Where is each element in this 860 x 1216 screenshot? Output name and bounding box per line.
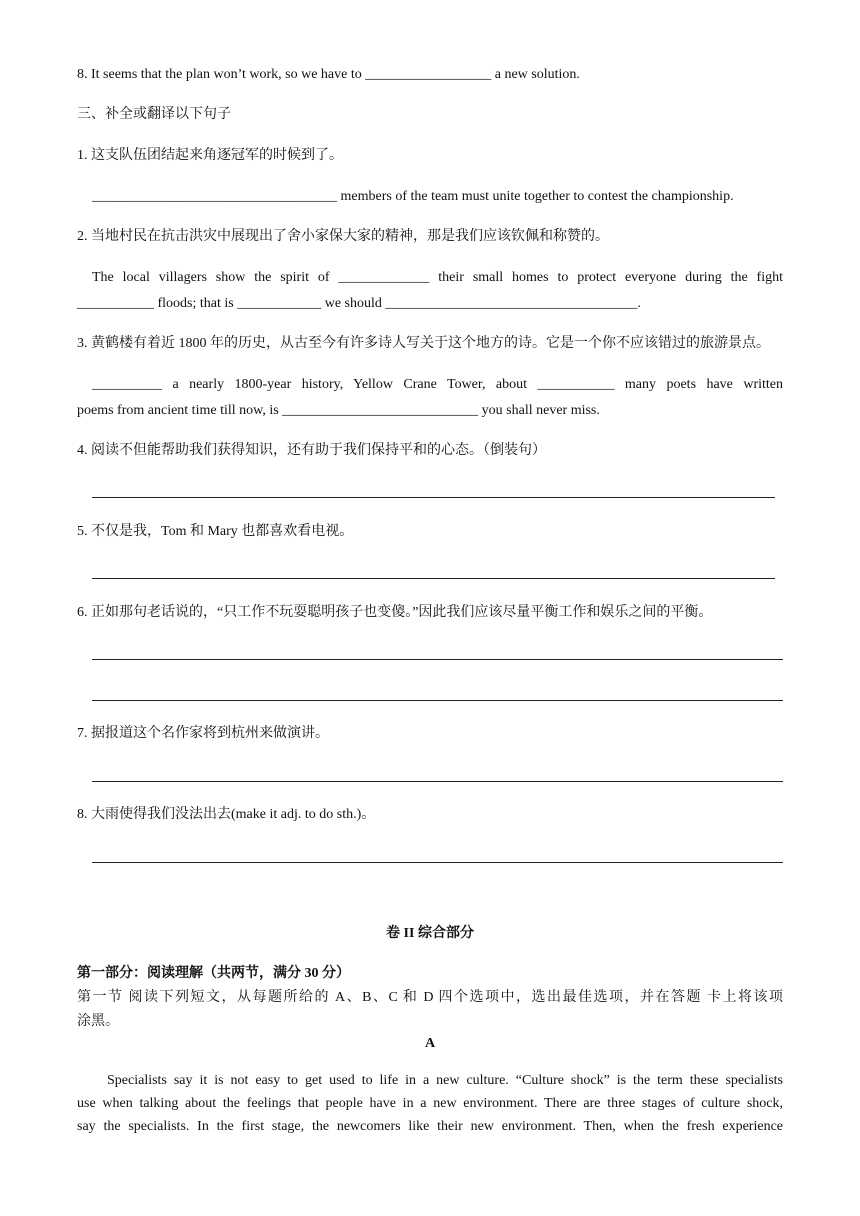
q3-english-line1: __________ a nearly 1800-year history, Yellow Crane Tower, about ___________ many poets have written xyxy=(92,377,783,392)
reading-instruction-line2: 涂黑。 xyxy=(77,1014,119,1029)
q7-answer-line[interactable] xyxy=(92,781,783,782)
passage-letter: A xyxy=(424,1036,436,1051)
q2-english-line1: The local villagers show the spirit of _____________ their small homes to protect everyone during the fight xyxy=(92,270,783,285)
q6-answer-line-1[interactable] xyxy=(92,659,783,660)
q2-chinese: 2. 当地村民在抗击洪灾中展现出了舍小家保大家的精神，那是我们应该钦佩和称赞的。 xyxy=(77,229,609,244)
q7-chinese: 7. 据报道这个名作家将到杭州来做演讲。 xyxy=(77,726,329,741)
prev-item-8: 8. It seems that the plan won’t work, so we have to __________________ a new solution. xyxy=(77,67,580,82)
q1-chinese: 1. 这支队伍团结起来角逐冠军的时候到了。 xyxy=(77,148,343,163)
passage-line-3: say the specialists. In the first stage, the newcomers like their new environment. Then, when the fresh experience xyxy=(77,1119,783,1134)
q2-english-line2: ___________ floods; that is ____________ we should ____________________________________. xyxy=(77,296,641,311)
q4-answer-line[interactable] xyxy=(92,497,775,498)
q1-english: ___________________________________ members of the team must unite together to contest the championship. xyxy=(92,189,734,204)
q3-english-line2: poems from ancient time till now, is ____________________________ you shall never miss. xyxy=(77,403,600,418)
q4-chinese: 4. 阅读不但能帮助我们获得知识，还有助于我们保持平和的心态。（倒装句） xyxy=(77,443,546,458)
q6-chinese: 6. 正如那句老话说的，“只工作不玩耍聪明孩子也变傻。”因此我们应该尽量平衡工作和娱乐之间的平衡。 xyxy=(77,605,713,620)
passage-line-1: Specialists say it is not easy to get used to life in a new culture. “Culture shock” is the term these specialists xyxy=(107,1073,783,1088)
reading-heading: 第一部分：阅读理解（共两节，满分 30 分） xyxy=(77,966,350,981)
reading-instruction-line1: 第一节 阅读下列短文，从每题所给的 A、B、C 和 D 四个选项中，选出最佳选项，并在答题 卡上将该项 xyxy=(77,990,783,1005)
q3-chinese: 3. 黄鹤楼有着近 1800 年的历史，从古至今有许多诗人写关于这个地方的诗。它是一个你不应该错过的旅游景点。 xyxy=(77,336,770,351)
part-2-title: 卷 II 综合部分 xyxy=(386,926,474,941)
section-3-heading: 三、补全或翻译以下句子 xyxy=(77,107,231,122)
q6-answer-line-2[interactable] xyxy=(92,700,783,701)
passage-line-2: use when talking about the feelings that people have in a new environment. There are three stages of culture shock, xyxy=(77,1096,783,1111)
q8-answer-line[interactable] xyxy=(92,862,783,863)
q5-answer-line[interactable] xyxy=(92,578,775,579)
q5-chinese: 5. 不仅是我，Tom 和 Mary 也都喜欢看电视。 xyxy=(77,524,354,539)
q8-chinese: 8. 大雨使得我们没法出去(make it adj. to do sth.)。 xyxy=(77,807,376,822)
